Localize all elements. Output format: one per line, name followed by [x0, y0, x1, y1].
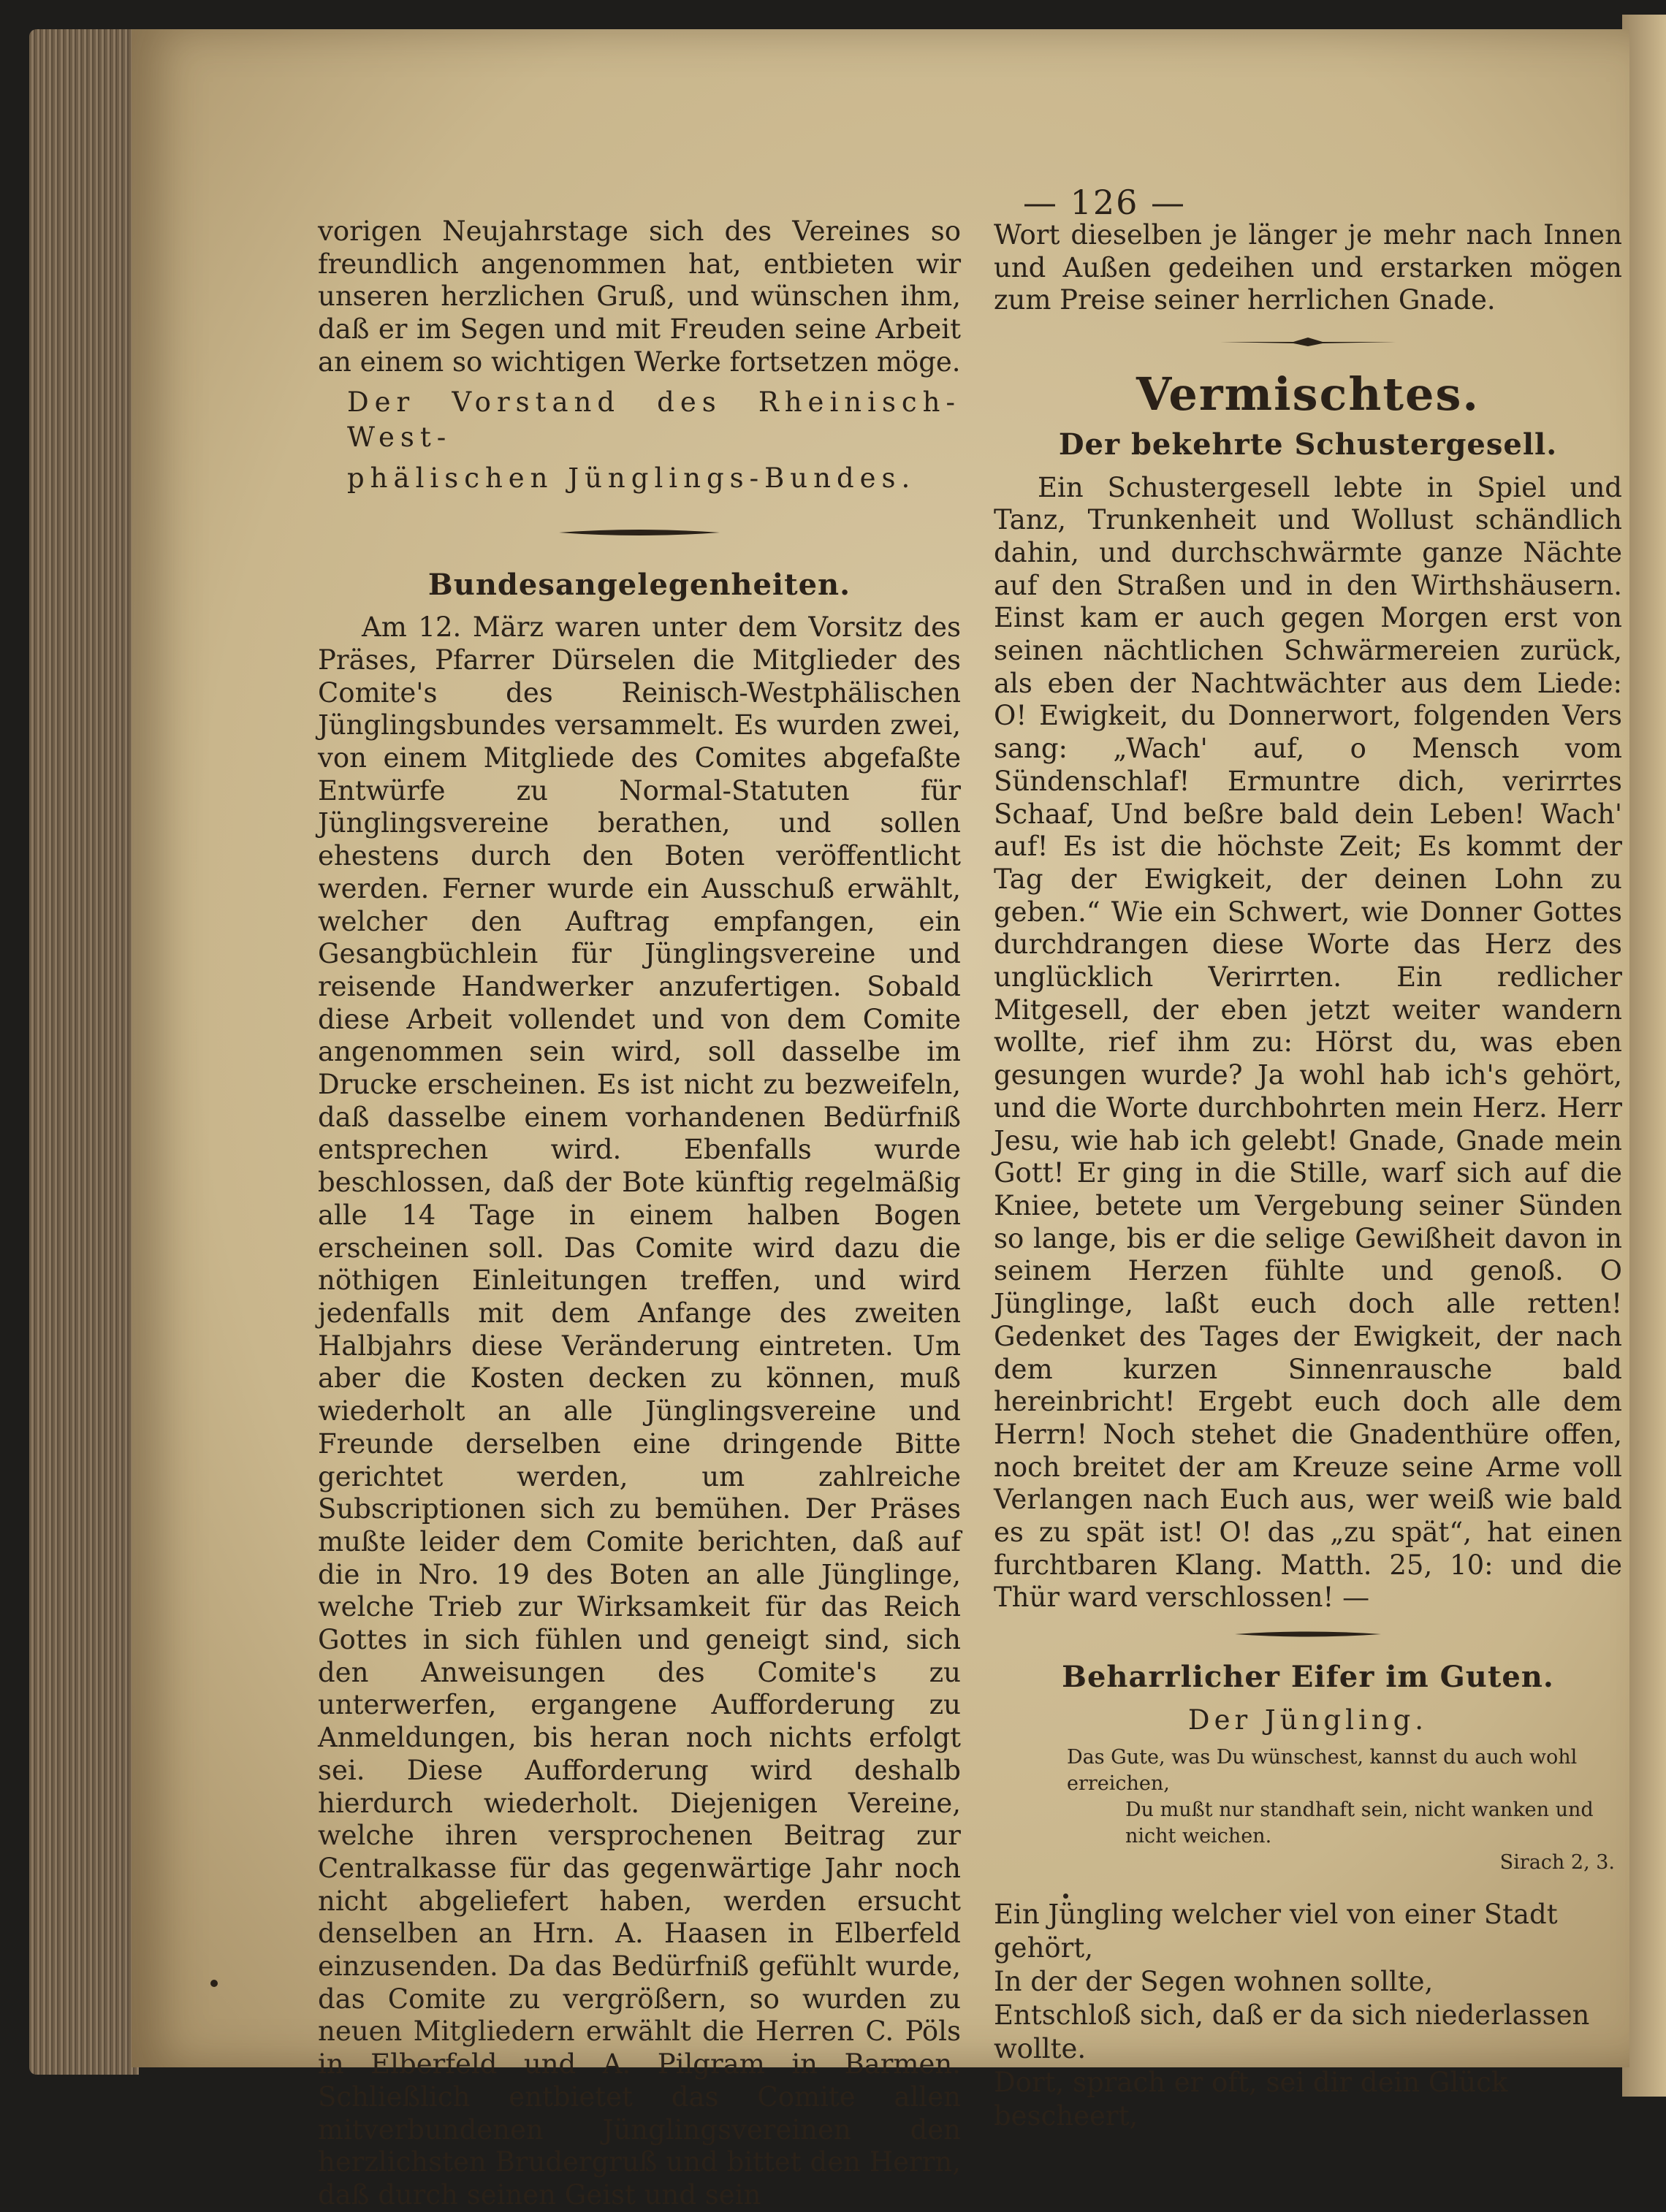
poem-motto	[994, 1744, 1622, 1876]
right-column	[994, 219, 1622, 2133]
poem-verses	[994, 1898, 1622, 2133]
motto-line-1: Das Gute, was Du wünschest, kannst du auch wohl erreichen,	[1067, 1745, 1578, 1795]
verse-line: Dort, sprach er oft, sei dir dein Glück bescheert,	[994, 2066, 1508, 2132]
poem-heading: Beharrlicher Eifer im Guten.	[1062, 1660, 1554, 1695]
verse-line: Entschloß sich, daß er da sich niederlassen wollte.	[994, 1999, 1590, 2064]
left-column	[318, 216, 961, 2212]
section-heading-vermischtes: Vermischtes.	[1136, 367, 1480, 422]
signature-line-2: phälischen Jünglings-Bundes.	[347, 462, 916, 494]
verse-line: Ein Jüngling welcher viel von einer Stadt gehört,	[994, 1898, 1558, 1964]
opening-paragraph: vorigen Neujahrstage sich des Vereines so freundlich angenommen hat, entbieten wir unseren herzlichen Gruß, und wünschen ihm, daß er im Segen und mit Freuden seine Arbeit an einem so wichtigen Werke fortsetzen möge.	[318, 216, 961, 378]
ornament-divider	[559, 525, 720, 540]
book-page-edges	[29, 29, 139, 2075]
story-heading: Der bekehrte Schustergesell.	[1058, 427, 1558, 462]
signature-line-1: Der Vorstand des Rheinisch-West-	[347, 386, 961, 453]
verse-line: In der der Segen wohnen sollte,	[994, 1965, 1434, 1997]
motto-source: Sirach 2, 3.	[1499, 1850, 1615, 1874]
motto-line-2: Du mußt nur standhaft sein, nicht wanken und nicht weichen.	[1125, 1798, 1594, 1847]
story-body: Ein Schustergesell lebte in Spiel und Tanz, Trunkenheit und Wollust schändlich dahin, und durchschwärmte ganze Nächte auf den Straßen und in den Wirthshäusern. Einst kam er auch gegen Morgen erst von seinen nächtlichen Schwärmereien zurück, als eben der Nachtwächter aus dem Liede: O! Ewigkeit, du Donnerwort, folgenden Vers sang: „Wach' auf, o Mensch vom Sündenschlaf! Ermuntre dich, verirrtes Schaaf, Und beßre bald dein Leben! Wach' auf! Es ist die höchste Zeit; Es kommt der Tag der Ewigkeit, der deinen Lohn zu geben.“ Wie ein Schwert, wie Donner Gottes durchdrangen diese Worte das Herz des unglücklich Verirrten. Ein redlicher Mitgesell, der eben jetzt weiter wandern wollte, rief ihm zu: Hörst du, was eben gesungen wurde? Ja wohl hab ich's gehört, und die Worte durchbohrten mein Herz. Herr Jesu, wie hab ich gelebt! Gnade, Gnade mein Gott! Er ging in die Stille, warf sich auf die Kniee, betete um Vergebung seiner Sünden so lange, bis er die selige Gewißheit davon in seinem Herzen fühlte und genoß. O Jünglinge, laßt euch doch alle retten! Gedenket des Tages der Ewigkeit, der nach dem kurzen Sinnenrausche bald hereinbricht! Ergebt euch doch alle dem Herrn! Noch stehet die Gnadenthüre offen, noch breitet der am Kreuze seine Arme voll Verlangen nach Euch aus, wer weiß wie bald es zu spät ist! O! das „zu spät“, hat einen furchtbaren Klang. Matth. 25, 10: und die Thür ward verschlossen! —	[994, 471, 1622, 1614]
continuation-paragraph: Wort dieselben je länger je mehr nach Innen und Außen gedeihen und erstarken mögen zum Preise seiner herrlichen Gnade.	[994, 219, 1622, 316]
ink-speck	[210, 1980, 218, 1987]
page-number: — 126 —	[1023, 183, 1187, 222]
poem-subheading: Der Jüngling.	[1187, 1704, 1429, 1736]
section-heading-bundesangelegenheiten: Bundesangelegenheiten.	[427, 567, 851, 602]
ornament-divider	[1235, 1629, 1381, 1639]
ornament-divider	[1220, 335, 1396, 349]
ink-speck	[1063, 1893, 1068, 1899]
section-body-bundesangelegenheiten: Am 12. März waren unter dem Vorsitz des Präses, Pfarrer Dürselen die Mitglieder des Comite's des Reinisch-Westphälischen Jünglingsbundes versammelt. Es wurden zwei, von einem Mitgliede des Comites abgefaßte Entwürfe zu Normal-Statuten für Jünglingsvereine berathen, und sollen ehestens durch den Boten veröffentlicht werden. Ferner wurde ein Ausschuß erwählt, welcher den Auftrag empfangen, ein Gesangbüchlein für Jünglingsvereine und reisende Handwerker anzufertigen. Sobald diese Arbeit vollendet und von dem Comite angenommen sein wird, soll dasselbe im Drucke erscheinen. Es ist nicht zu bezweifeln, daß dasselbe einem vorhandenen Bedürfniß entsprechen wird. Ebenfalls wurde beschlossen, daß der Bote künftig regelmäßig alle 14 Tage in einem halben Bogen erscheinen soll. Das Comite wird dazu die nöthigen Einleitungen treffen, und wird jedenfalls mit dem Anfange des zweiten Halbjahrs diese Veränderung eintreten. Um aber die Kosten decken zu können, muß wiederholt an alle Jünglingsvereine und Freunde derselben eine dringende Bitte gerichtet werden, um zahlreiche Subscriptionen sich zu bemühen. Der Präses mußte leider dem Comite berichten, daß auf die in Nro. 19 des Boten an alle Jünglinge, welche Trieb zur Wirksamkeit für das Reich Gottes in sich fühlen und geneigt sind, sich den Anweisungen des Comite's zu unterwerfen, ergangene Aufforderung zu Anmeldungen, bis heran noch nichts erfolgt sei. Diese Aufforderung wird deshalb hierdurch wiederholt. Diejenigen Vereine, welche ihren versprochenen Beitrag zur Centralkasse für das gegenwärtige Jahr noch nicht abgeliefert haben, werden ersucht denselben an Hrn. A. Haasen in Elberfeld einzusenden. Da das Bedürfniß gefühlt wurde, das Comite zu vergrößern, so wurden zu neuen Mitgliedern erwählt die Herren C. Pöls in Elberfeld und A. Pilgram in Barmen. Schließlich entbietet das Comite allen mitverbundenen Jünglingsvereinen den herzlichsten Brudergruß und bittet den Herrn, daß durch seinen Geist und sein	[318, 611, 961, 2211]
